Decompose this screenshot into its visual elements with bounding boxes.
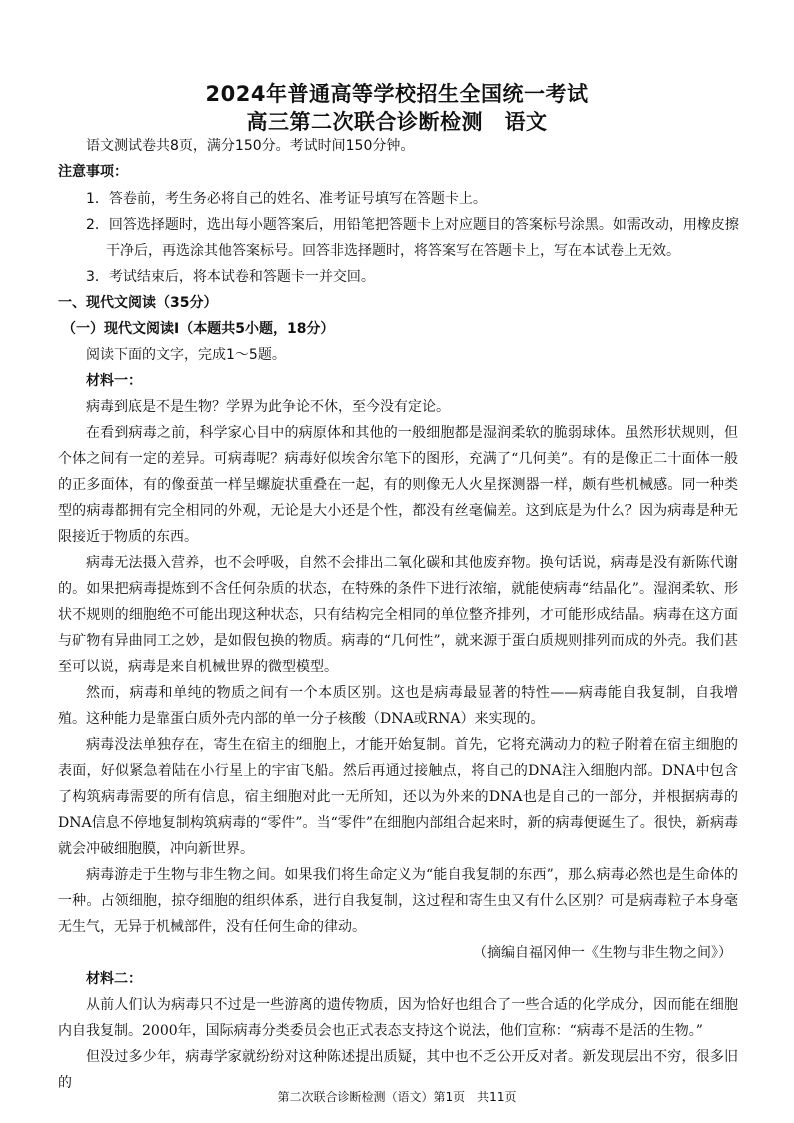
material-label: 材料一： bbox=[86, 373, 142, 389]
notice-item: 1．答卷前，考生务必将自己的姓名、准考证号填写在答题卡上。 bbox=[86, 191, 487, 207]
page-footer: 第二次联合诊断检测（语文）第1页 共11页 bbox=[277, 1090, 517, 1104]
material-paragraph: 病毒无法摄入营养，也不会呼吸，自然不会排出二氧化碳和其他废弃物。换句话说，病毒是没有新陈代谢的。如果把病毒提炼到不含任何杂质的状态，在特殊的条件下进行浓缩，就能使病毒“结晶化”。湿润柔软、形状不规则的细胞绝不可能出现这种状态，只有结构完全相同的单位整齐排列，才可能形成结晶。病毒在这方面与矿物有异曲同工之妙，是如假包换的物质。病毒的“几何性”，就来源于蛋白质规则排列而成的外壳。我们甚至可以说，病毒是来自机械世界的微型模型。 bbox=[58, 555, 738, 675]
exam-intro: 语文测试卷共8页，满分150分。考试时间150分钟。 bbox=[86, 138, 415, 154]
material-paragraph: 病毒没法单独存在，寄生在宿主的细胞上，才能开始复制。首先，它将充满动力的粒子附着在宿主细胞的表面，好似紧急着陆在小行星上的宇宙飞船。然后再通过接触点，将自己的DNA注入细胞内部。DNA中包含了构筑病毒需要的所有信息，宿主细胞对此一无所知，还以为外来的DNA也是自己的一部分，并根据病毒的DNA信息不停地复制构筑病毒的“零件”。当“零件”在细胞内部组合起来时，新的病毒便诞生了。很快，新病毒就会冲破细胞膜，冲向新世界。 bbox=[58, 737, 738, 857]
material-label: 材料二： bbox=[86, 971, 142, 987]
notice-item-continued: 干净后，再选涂其他答案标号。回答非选择题时，将答案写在答题卡上，写在本试卷上无效。 bbox=[106, 243, 680, 259]
notice-item: 2．回答选择题时，选出每小题答案后，用铅笔把答题卡上对应题目的答案标号涂黑。如需改动，用橡皮擦 bbox=[86, 217, 739, 233]
material-paragraph: 但没过多少年，病毒学家就纷纷对这种陈述提出质疑，其中也不乏公开反对者。新发现层出不穷，很多旧的 bbox=[58, 1049, 738, 1091]
material-paragraph: 病毒到底是不是生物？学界为此争论不休，至今没有定论。 bbox=[86, 399, 450, 415]
notice-heading: 注意事项： bbox=[58, 164, 128, 180]
subsection-heading: （一）现代文阅读Ⅰ（本题共5小题，18分） bbox=[62, 321, 335, 337]
material-paragraph: 在看到病毒之前，科学家心目中的病原体和其他的一般细胞都是湿润柔软的脆弱球体。虽然形状规则，但个体之间有一定的差异。可病毒呢？病毒好似埃舍尔笔下的图形，充满了“几何美”。有的是像正二十面体一般的正多面体，有的像蚕茧一样呈螺旋状重叠在一起，有的则像无人火星探测器一样，颇有些机械感。同一种类型的病毒都拥有完全相同的外观，无论是大小还是个性，都没有丝毫偏差。这到底是为什么？因为病毒是种无限接近于物质的东西。 bbox=[58, 425, 738, 545]
exam-title: 2024年普通高等学校招生全国统一考试 bbox=[205, 82, 589, 106]
material-paragraph: 病毒游走于生物与非生物之间。如果我们将生命定义为“能自我复制的东西”，那么病毒必然也是生命体的一种。占领细胞，掠夺细胞的组织体系，进行自我复制，这过程和寄生虫又有什么区别？可是病毒粒子本身毫无生气，无异于机械部件，没有任何生命的律动。 bbox=[58, 867, 738, 935]
section-heading: 一、现代文阅读（35分） bbox=[58, 295, 218, 311]
exam-subtitle: 高三第二次联合诊断检测 语文 bbox=[246, 110, 548, 134]
reading-instruction: 阅读下面的文字，完成1～5题。 bbox=[86, 347, 286, 363]
material-source: （摘编自福冈伸一《生物与非生物之间》） bbox=[473, 945, 732, 961]
material-paragraph: 然而，病毒和单纯的物质之间有一个本质区别。这也是病毒最显著的特性——病毒能自我复制，自我增殖。这种能力是靠蛋白质外壳内部的单一分子核酸（DNA或RNA）来实现的。 bbox=[58, 685, 738, 727]
notice-item: 3．考试结束后，将本试卷和答题卡一并交回。 bbox=[86, 269, 375, 285]
material-paragraph: 从前人们认为病毒只不过是一些游离的遗传物质，因为恰好也组合了一些合适的化学成分，因而能在细胞内自我复制。2000年，国际病毒分类委员会也正式表态支持这个说法，他们宣称：“病毒不是活的生物。” bbox=[58, 997, 738, 1039]
